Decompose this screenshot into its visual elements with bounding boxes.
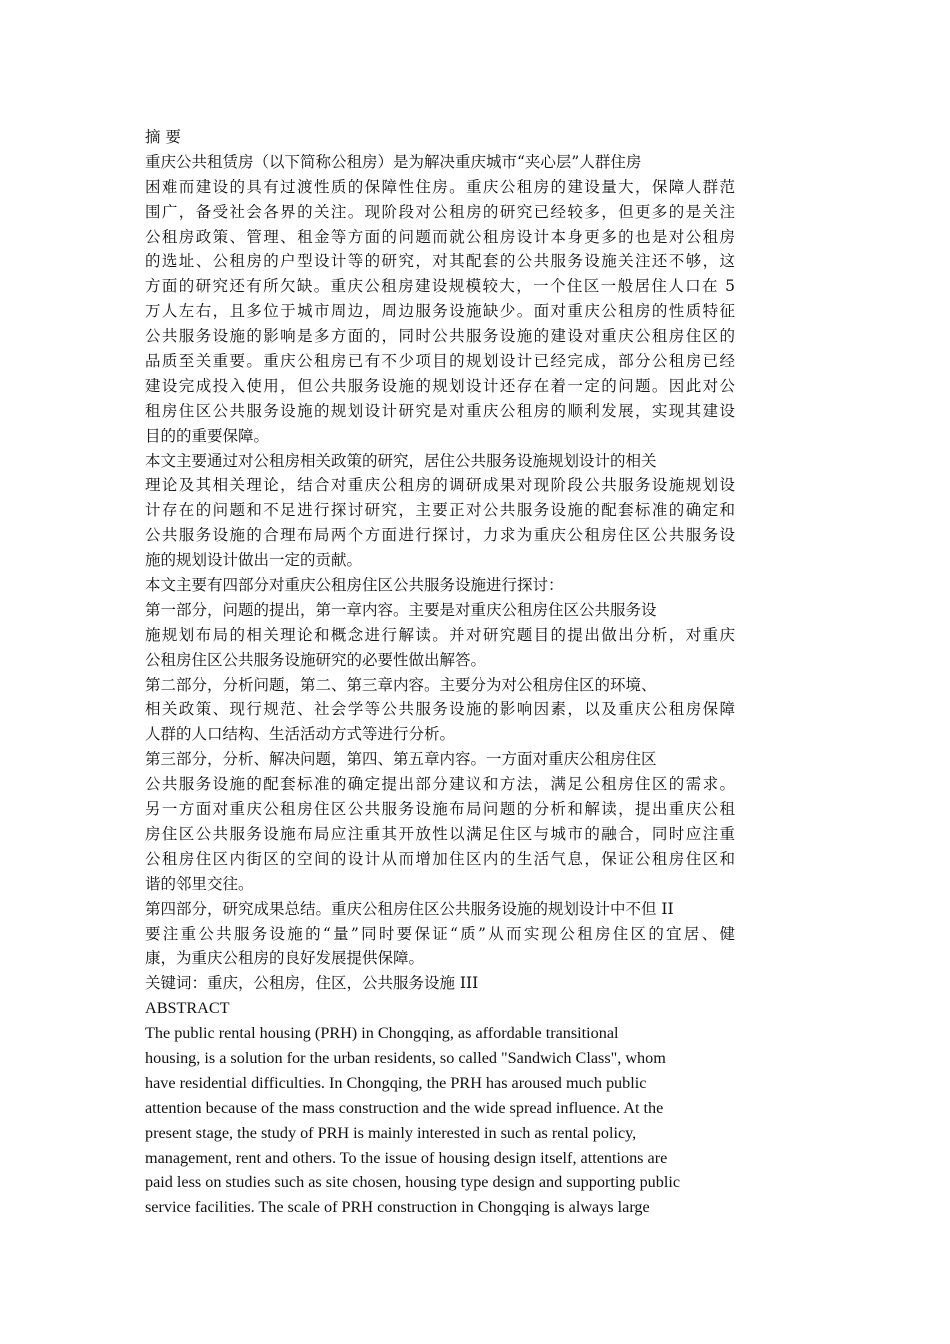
cn-line: 本文主要有四部分对重庆公租房住区公共服务设施进行探讨： xyxy=(145,576,564,595)
cn-line: 施规划布局的相关理论和概念进行解读。并对研究题目的提出做出分析，对重庆 xyxy=(145,625,735,644)
cn-line: 公共服务设施的合理布局两个方面进行探讨，力求为重庆公租房住区公共服务设 xyxy=(145,526,735,545)
cn-line: 租房住区公共服务设施的规划设计研究是对重庆公租房的顺利发展，实现其建设 xyxy=(145,401,735,420)
cn-line: 建设完成投入使用，但公共服务设施的规划设计还存在着一定的问题。因此对公 xyxy=(145,376,735,395)
cn-line: 万人左右，且多位于城市周边，周边服务设施缺少。面对重庆公租房的性质特征 xyxy=(145,302,735,321)
cn-line: 人群的人口结构、生活活动方式等进行分析。 xyxy=(145,725,456,744)
document-page xyxy=(145,125,735,1220)
cn-line: 公共服务设施的影响是多方面的，同时公共服务设施的建设对重庆公租房住区的 xyxy=(145,327,735,346)
cn-line: 计存在的问题和不足进行探讨研究，主要正对公共服务设施的配套标准的确定和 xyxy=(145,501,735,520)
cn-line: 方面的研究还有所欠缺。重庆公租房建设规模较大，一个住区一般居住人口在 5 xyxy=(145,277,735,296)
en-line: housing, is a solution for the urban residents, so called "Sandwich Class", whom xyxy=(145,1048,666,1067)
cn-line: 公共服务设施的配套标准的确定提出部分建议和方法，满足公租房住区的需求。 xyxy=(145,775,735,794)
cn-line: 围广，备受社会各界的关注。现阶段对公租房的研究已经较多，但更多的是关注 xyxy=(145,202,735,221)
cn-line: 目的的重要保障。 xyxy=(145,426,270,445)
keywords-line: 关键词：重庆，公租房，住区，公共服务设施 III xyxy=(145,974,479,993)
en-line: service facilities. The scale of PRH construction in Chongqing is always large xyxy=(145,1198,650,1217)
cn-line: 第四部分，研究成果总结。重庆公租房住区公共服务设施的规划设计中不但 II xyxy=(145,899,674,918)
cn-line: 公租房住区公共服务设施研究的必要性做出解答。 xyxy=(145,650,487,669)
cn-line: 要注重公共服务设施的“量”同时要保证“质”从而实现公租房住区的宜居、健 xyxy=(145,924,735,943)
en-abstract-heading: ABSTRACT xyxy=(145,999,230,1018)
cn-line: 公租房政策、管理、租金等方面的问题而就公租房设计本身更多的也是对公租房 xyxy=(145,227,735,246)
cn-line: 公租房住区内街区的空间的设计从而增加住区内的生活气息，保证公租房住区和 xyxy=(145,849,735,868)
cn-line: 的选址、公租房的户型设计等的研究，对其配套的公共服务设施关注还不够，这 xyxy=(145,252,735,271)
cn-line: 本文主要通过对公租房相关政策的研究，居住公共服务设施规划设计的相关 xyxy=(145,451,657,470)
cn-line: 重庆公共租赁房（以下简称公租房）是为解决重庆城市“夹心层”人群住房 xyxy=(145,152,642,171)
en-line: attention because of the mass construction and the wide spread influence. At the xyxy=(145,1098,664,1117)
en-line: have residential difficulties. In Chongqing, the PRH has aroused much public xyxy=(145,1073,647,1092)
cn-line: 相关政策、现行规范、社会学等公共服务设施的影响因素，以及重庆公租房保障 xyxy=(145,700,735,719)
cn-line: 康，为重庆公租房的良好发展提供保障。 xyxy=(145,949,425,968)
cn-line: 第一部分，问题的提出，第一章内容。主要是对重庆公租房住区公共服务设 xyxy=(145,600,657,619)
cn-line: 困难而建设的具有过渡性质的保障性住房。重庆公租房的建设量大，保障人群范 xyxy=(145,177,735,196)
cn-line: 谐的邻里交往。 xyxy=(145,874,254,893)
cn-line: 理论及其相关理论，结合对重庆公租房的调研成果对现阶段公共服务设施规划设 xyxy=(145,476,735,495)
en-line: paid less on studies such as site chosen, housing type design and supporting public xyxy=(145,1173,681,1192)
cn-line: 另一方面对重庆公租房住区公共服务设施布局问题的分析和解读，提出重庆公租 xyxy=(145,800,735,819)
cn-line: 第三部分，分析、解决问题，第四、第五章内容。一方面对重庆公租房住区 xyxy=(145,750,657,769)
abstract-heading: 摘 要 xyxy=(145,128,181,146)
cn-line: 第二部分，分析问题，第二、第三章内容。主要分为对公租房住区的环境、 xyxy=(145,675,657,694)
cn-line: 施的规划设计做出一定的贡献。 xyxy=(145,551,363,570)
en-line: management, rent and others. To the issue of housing design itself, attentions are xyxy=(145,1148,668,1167)
en-line: present stage, the study of PRH is mainly interested in such as rental policy, xyxy=(145,1123,637,1142)
cn-line: 品质至关重要。重庆公租房已有不少项目的规划设计已经完成，部分公租房已经 xyxy=(145,352,735,371)
en-line: The public rental housing (PRH) in Chongqing, as affordable transitional xyxy=(145,1024,619,1043)
cn-line: 房住区公共服务设施布局应注重其开放性以满足住区与城市的融合，同时应注重 xyxy=(145,824,735,843)
